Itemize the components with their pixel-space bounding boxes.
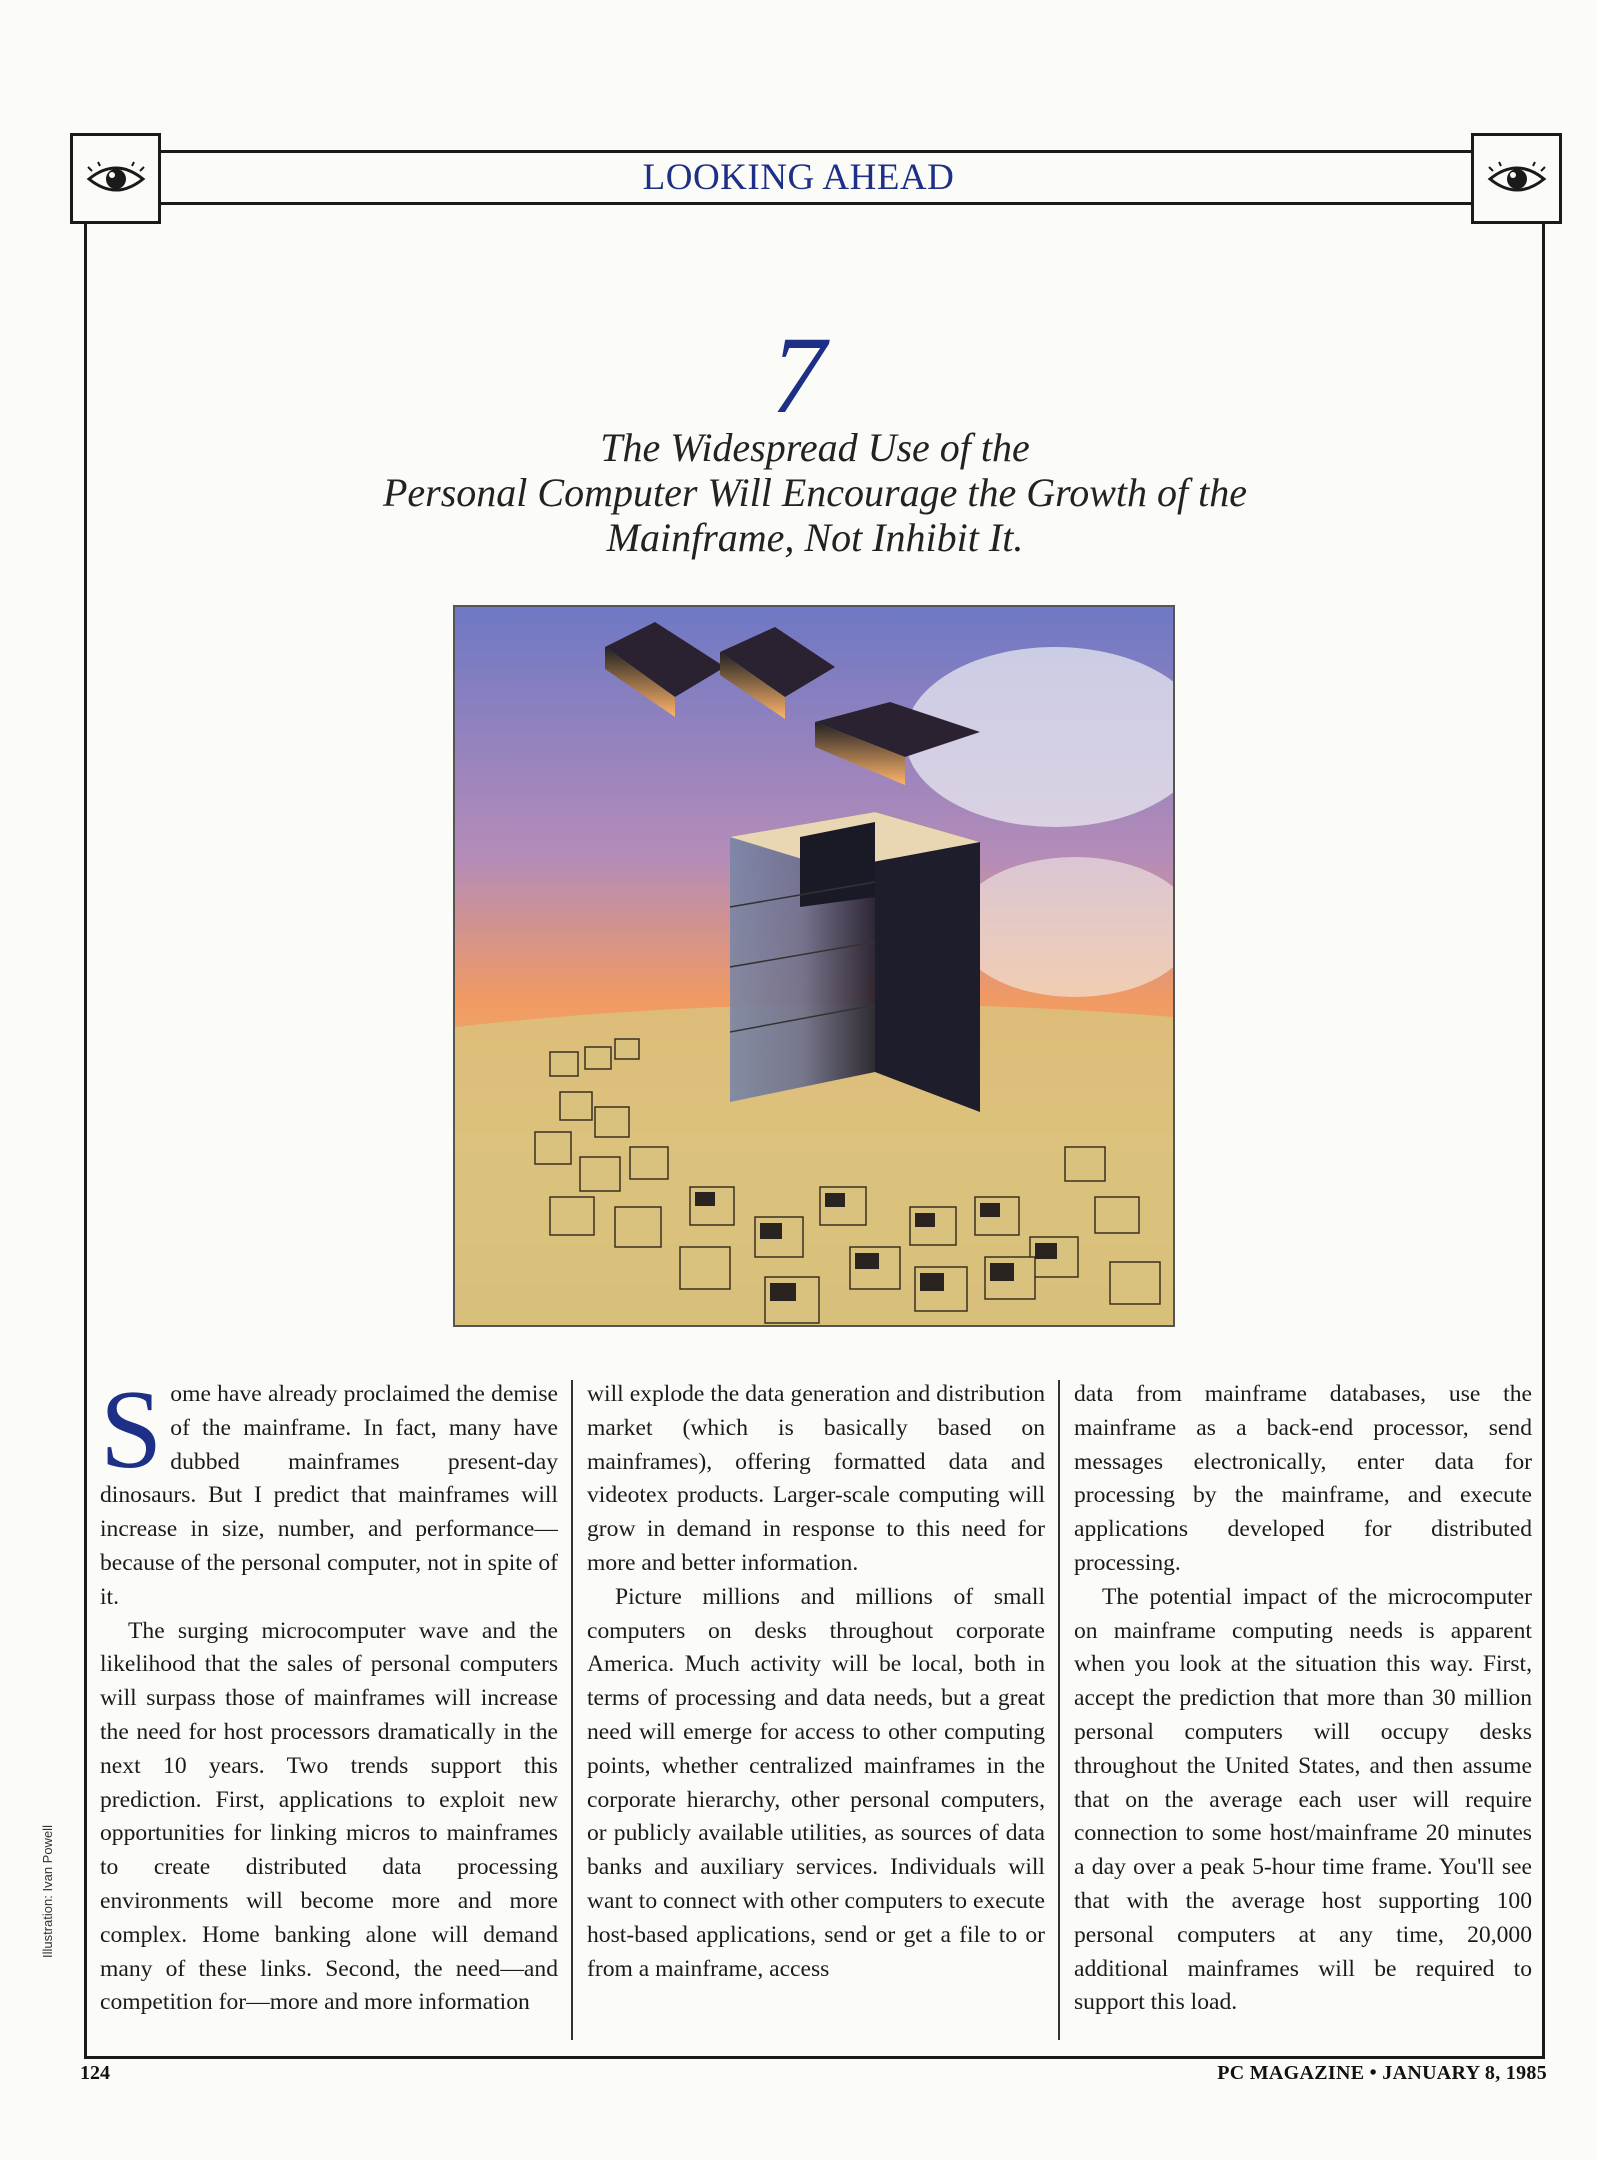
paragraph: Picture millions and millions of small computers on desks throughout corporate America. Much activity will be local, both in terms of processing and data needs, but a great need will emerge for access to other computing points, whether centralized mainframes in the corporate hierarchy, other personal computers, or publicly available utilities, as sources of data banks and auxiliary services. Individuals will want to connect with other computers to execute host-based applications, send or get a file to or from a mainframe, access xyxy=(587,1583,1045,1982)
paragraph: The surging microcomputer wave and the likelihood that the sales of personal computers will surpass those of mainframes will increase the need for host processors dramatically in the next 10 years. Two trends support this prediction. First, applications to exploit new opportunities for linking micros to mainframes to create distributed data processing environments will become more and more complex. Home banking alone will demand many of these links. Second, the need—and competition for—more and more information xyxy=(100,1617,558,2016)
illustration-credit: Illustration: Ivan Powell xyxy=(40,1825,55,1958)
headline-line: The Widespread Use of the xyxy=(600,425,1030,470)
article-headline xyxy=(200,425,1430,560)
mainframe-illustration xyxy=(455,607,1173,1325)
paragraph xyxy=(100,1378,558,1615)
section-label: LOOKING AHEAD xyxy=(642,157,955,198)
article-column-3 xyxy=(1074,1378,1532,2044)
paragraph: data from mainframe databases, use the mainframe as a back-end processor, send messages electronically, enter data for processing by the mainframe, and execute applications developed for distributed processing. xyxy=(1074,1381,1532,1576)
headline-line: Personal Computer Will Encourage the Growth of the xyxy=(382,470,1247,515)
paragraph: will explode the data generation and distribution market (which is basically based on mainframes), offering formatted data and videotex products. Larger-scale computing will grow in demand in response to this need for more and better information. xyxy=(587,1381,1045,1576)
column-rule xyxy=(571,1380,573,2040)
drop-cap: S xyxy=(100,1378,163,1492)
article-illustration xyxy=(453,605,1175,1327)
article-column-2 xyxy=(587,1378,1045,2044)
page-number: 124 xyxy=(80,2062,110,2084)
column-rule xyxy=(1058,1380,1060,2040)
mainframe-cube xyxy=(730,812,980,1112)
publication-line: PC MAGAZINE • JANUARY 8, 1985 xyxy=(1217,2062,1547,2084)
article-number: 7 xyxy=(771,314,826,436)
article-column-1 xyxy=(100,1378,558,2044)
paragraph-text: ome have already proclaimed the demise of the mainframe. In fact, many have dubbed mainframes present-day dinosaurs. But I predict that mainframes will increase in size, number, and performance—because of the personal computer, not in spite of it. xyxy=(100,1381,558,1610)
headline-line: Mainframe, Not Inhibit It. xyxy=(606,515,1024,560)
paragraph: The potential impact of the microcomputer on mainframe computing needs is apparent when you look at the situation this way. First, accept the prediction that more than 30 million personal computers will occupy desks throughout the United States, and then assume that on the average each user will require connection to some host/mainframe 20 minutes a day over a peak 5-hour time frame. You'll see that with the average host supporting 100 personal computers at any time, 20,000 additional mainframes will be required to support this load. xyxy=(1074,1583,1532,2016)
